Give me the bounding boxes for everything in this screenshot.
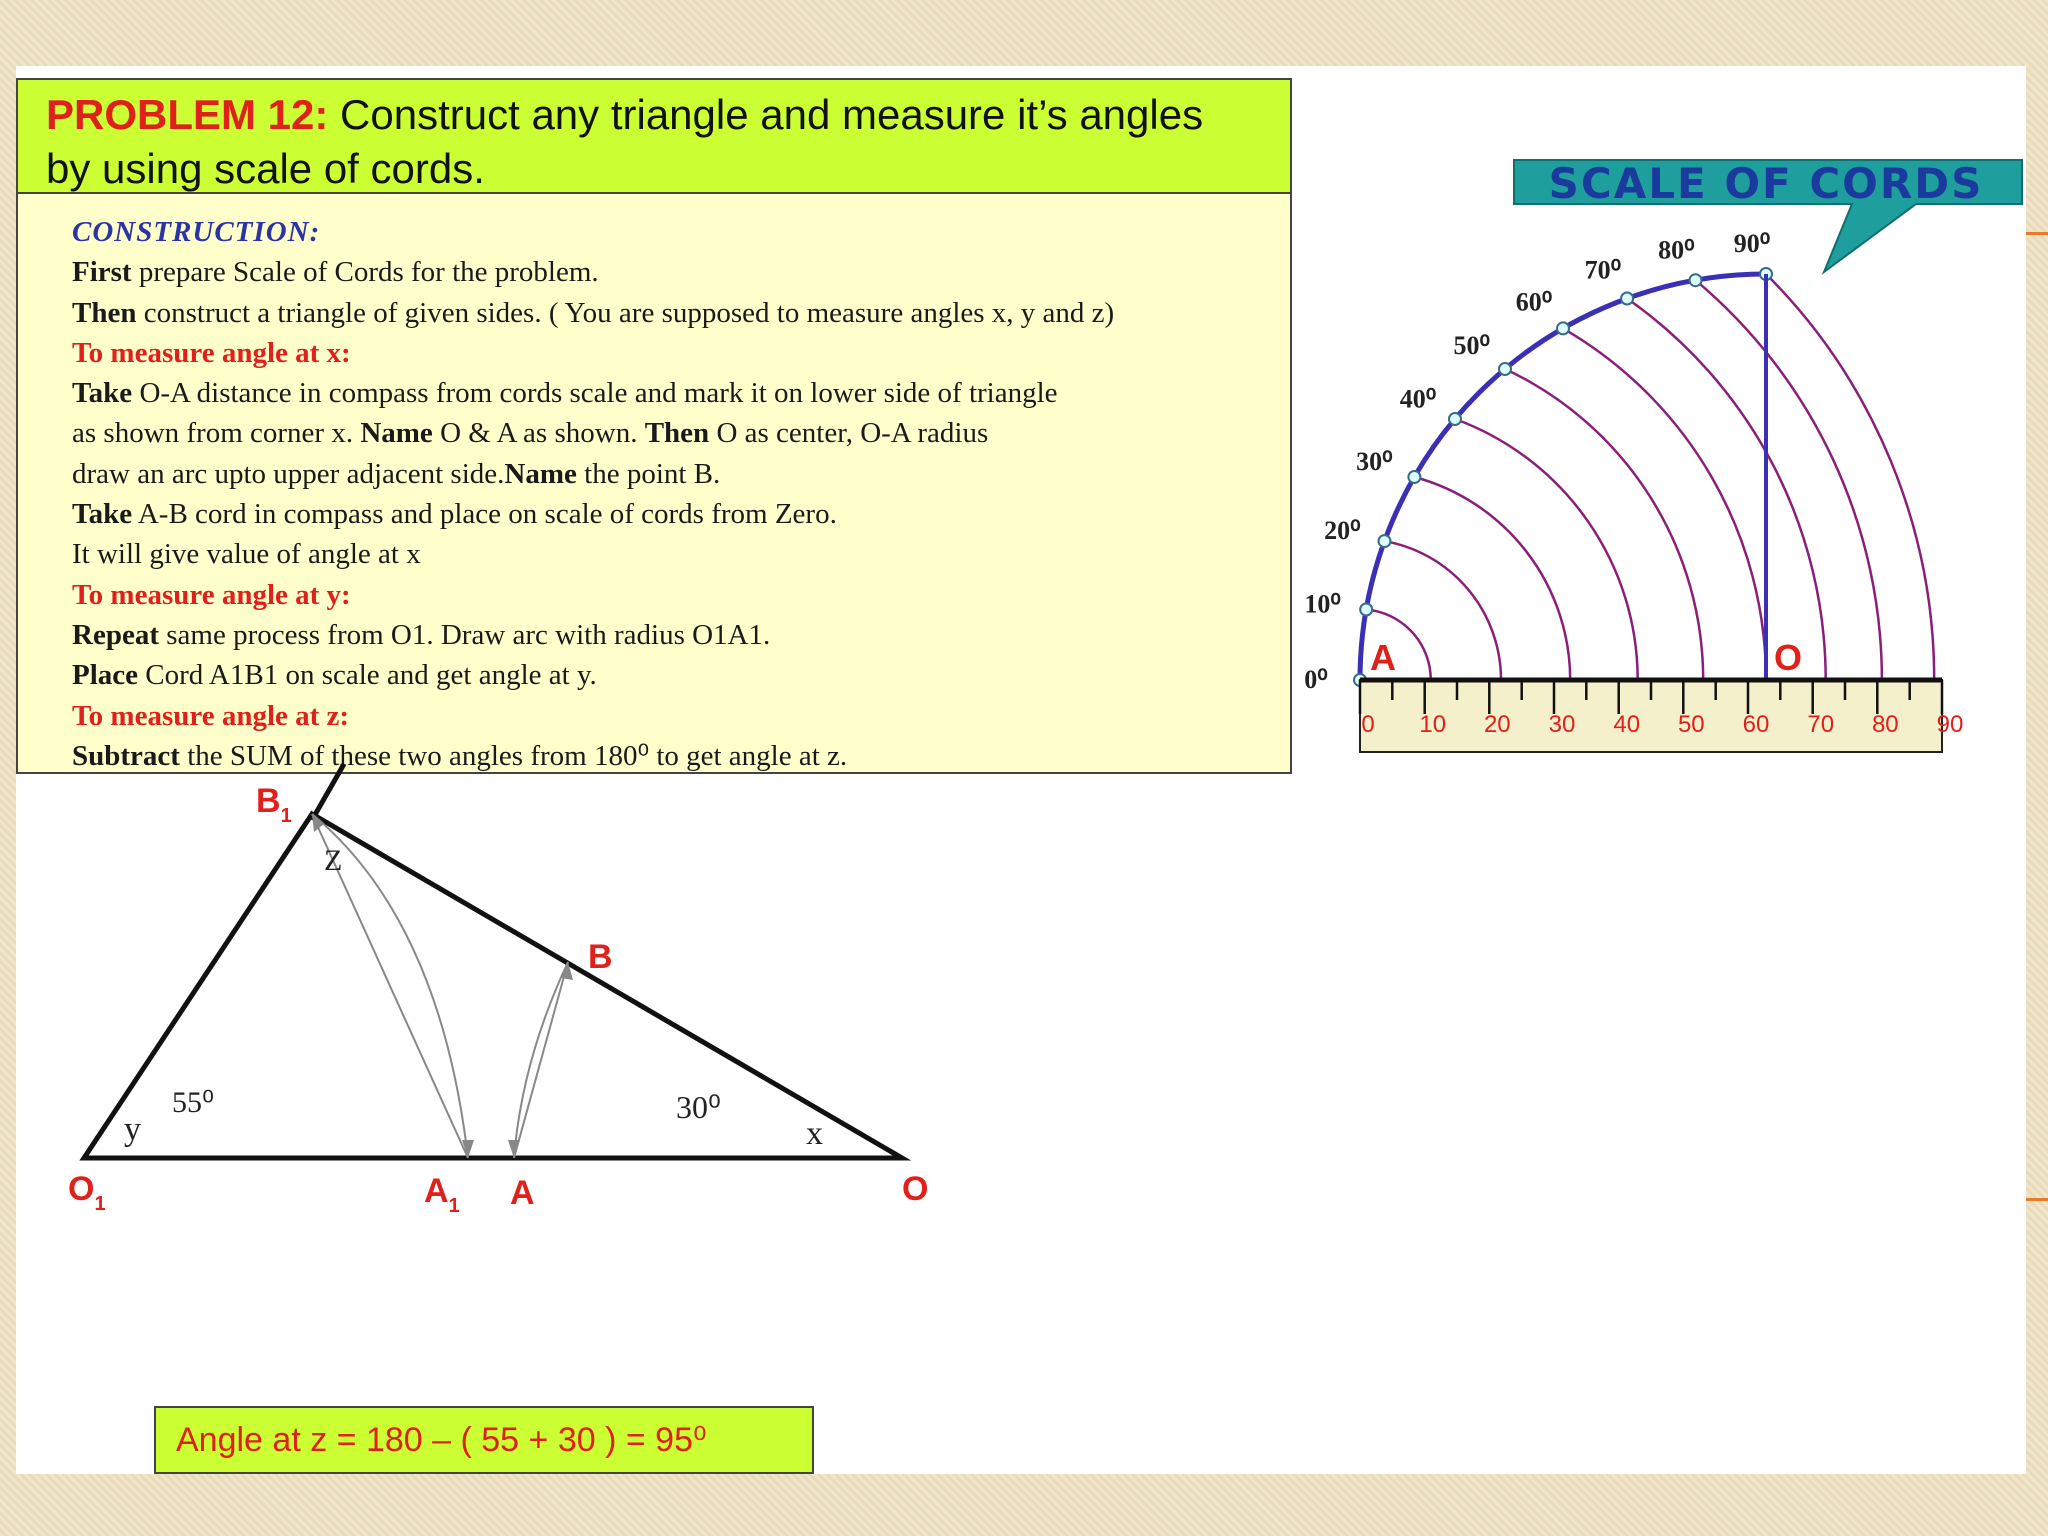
angle-label-70: 70⁰ <box>1584 255 1622 285</box>
subheading-angle-z: To measure angle at z: <box>72 699 350 732</box>
ruler-label-50: 50 <box>1677 711 1705 738</box>
angle-value-y: 55⁰ <box>172 1086 215 1119</box>
cord-arc-80 <box>1696 280 1882 680</box>
angle-label-60: 60⁰ <box>1515 287 1553 317</box>
cord-arc-70 <box>1627 299 1826 681</box>
arc-point-70 <box>1621 293 1633 305</box>
scale-point-o: O <box>1774 637 1803 678</box>
cord-a-b <box>514 962 568 1158</box>
angle-label-y: y <box>124 1111 141 1148</box>
subheading-angle-x: To measure angle at x: <box>72 336 351 369</box>
angle-label-30: 30⁰ <box>1356 447 1393 476</box>
arc-point-30 <box>1408 471 1420 483</box>
angle-label-90: 90⁰ <box>1733 229 1771 258</box>
construction-line-4: as shown from corner x. Name O & A as shown. Then O as center, O-A radius <box>72 417 989 450</box>
problem-title-line1: Construct any triangle and measure it’s angles <box>340 91 1204 138</box>
extension-line <box>312 764 344 820</box>
point-b1: $B_1$ <box>256 782 292 827</box>
triangle-diagram <box>68 764 928 1217</box>
angle-label-z: Z <box>324 844 343 877</box>
point-b: B <box>588 938 613 976</box>
cord-arcs <box>1354 268 1934 686</box>
ruler-label-40: 40 <box>1613 711 1641 738</box>
construction-line-7: It will give value of angle at x <box>72 538 421 571</box>
angle-label-50: 50⁰ <box>1453 331 1490 360</box>
arc-point-40 <box>1449 413 1461 425</box>
ruler-label-30: 30 <box>1548 711 1576 738</box>
construction-line-9: Place Cord A1B1 on scale and get angle at y. <box>72 659 597 692</box>
construction-line-10: Subtract the SUM of these two angles from 180⁰ to get angle at z. <box>72 739 848 772</box>
angle-label-10: 10⁰ <box>1304 589 1341 619</box>
construction-line-8: Repeat same process from O1. Draw arc with radius O1A1. <box>72 618 771 651</box>
construction-line-3: Take O-A distance in compass from cords scale and mark it on lower side of triangle <box>72 377 1058 410</box>
point-a1: $A_1$ <box>424 1172 460 1217</box>
cord-arc-30 <box>1414 477 1570 680</box>
construction-line-6: Take A-B cord in compass and place on scale of cords from Zero. <box>72 498 837 531</box>
arc-point-50 <box>1499 363 1511 375</box>
ruler-label-90: 90 <box>1936 711 1964 738</box>
construction-line-5: draw an arc upto upper adjacent side.Name the point B. <box>72 457 721 490</box>
angle-label-80: 80⁰ <box>1658 235 1695 265</box>
ruler-label-0: 0 <box>1361 711 1375 738</box>
angle-label-40: 40⁰ <box>1399 384 1437 414</box>
angle-labels <box>1304 229 1770 694</box>
ruler-label-10: 10 <box>1419 711 1447 738</box>
angle-label-x: x <box>806 1115 823 1152</box>
arc-point-60 <box>1557 322 1569 334</box>
arrowhead-a <box>508 1140 520 1158</box>
subheading-angle-y: To measure angle at y: <box>72 578 351 611</box>
cord-arc-50 <box>1505 369 1703 680</box>
scale-point-a: A <box>1370 637 1396 678</box>
point-o1: $O_1$ <box>68 1170 106 1215</box>
cord-arc-60 <box>1563 328 1766 680</box>
cord-arc-20 <box>1385 541 1502 680</box>
cord-arc-90 <box>1766 274 1934 680</box>
ruler-label-80: 80 <box>1871 711 1899 738</box>
ruler-label-60: 60 <box>1742 711 1770 738</box>
construction-line-1: First prepare Scale of Cords for the problem. <box>72 256 599 289</box>
angle-value-x: 30⁰ <box>676 1089 721 1125</box>
point-o: O <box>902 1170 929 1208</box>
arc-point-20 <box>1379 535 1391 547</box>
scale-of-cords <box>1304 159 2022 752</box>
arc-point-10 <box>1360 604 1372 616</box>
angle-label-0: 0⁰ <box>1304 665 1328 694</box>
problem-label: PROBLEM 12: <box>46 91 329 138</box>
angle-label-20: 20⁰ <box>1324 515 1361 545</box>
scale-banner-text: SCALE OF CORDS <box>1548 159 1984 208</box>
problem-title-line2: by using scale of cords. <box>46 145 485 192</box>
construction-line-2: Then construct a triangle of given sides. ( You are supposed to measure angles x, y and z) <box>72 296 1115 329</box>
arc-point-80 <box>1690 274 1702 286</box>
construction-heading: CONSTRUCTION: <box>72 216 321 248</box>
cord-arc-40 <box>1455 419 1638 680</box>
point-a: A <box>510 1174 535 1212</box>
ruler-label-70: 70 <box>1807 711 1835 738</box>
answer-text: Angle at z = 180 – ( 55 + 30 ) = 95⁰ <box>176 1421 707 1459</box>
ruler-label-20: 20 <box>1483 711 1511 738</box>
